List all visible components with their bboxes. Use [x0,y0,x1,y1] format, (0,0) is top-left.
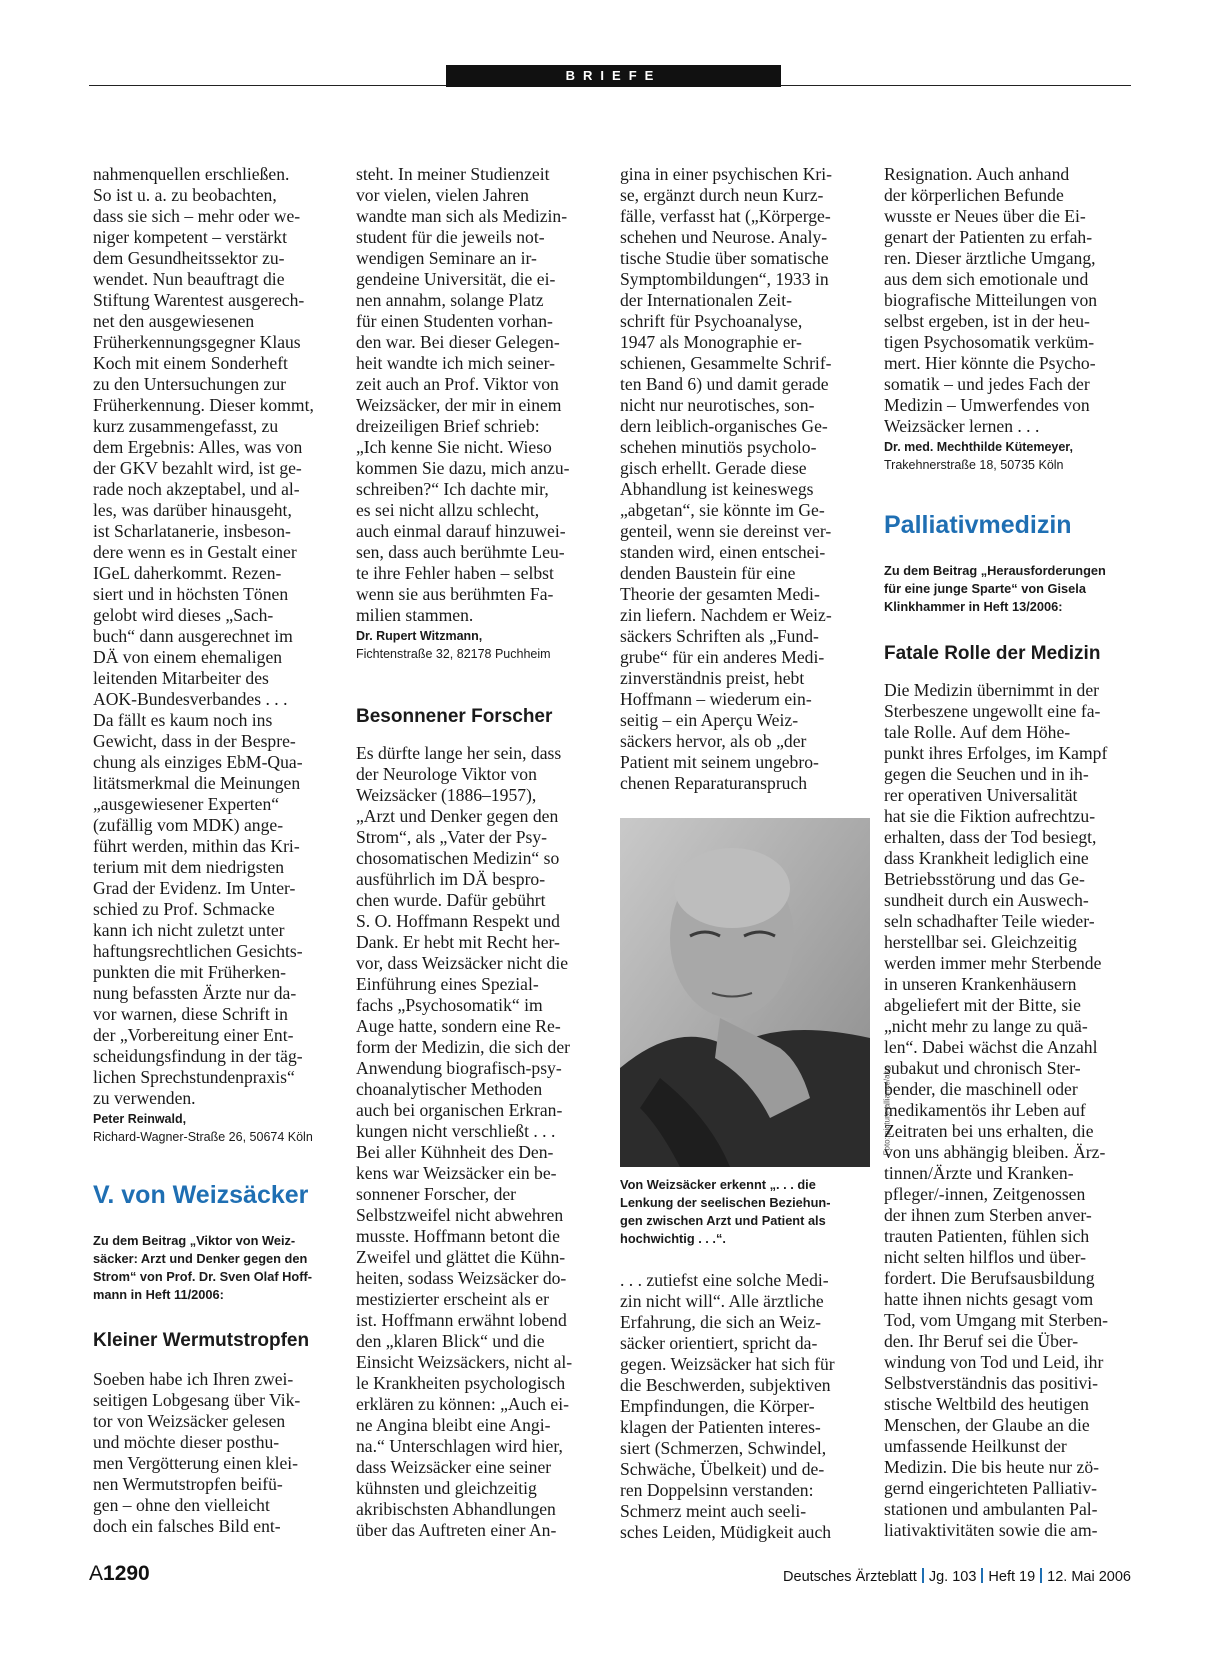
journal-info [783,1568,1131,1585]
letter-text: . . . zutiefst eine solche Medi- zin nicht will“. Alle ärztliche Erfahrung, die sich an Weiz- säcker orientiert, spricht da- gegen. Weizsäcker hat sich für die Beschwerden, subjektiven Empfindungen, die Körper- klagen der Patienten interes- siert (Schmerzen, Schwindel, Schwäche, Übelkeit) und de- ren Doppelsinn verstanden: Schmerz meint auch seeli- sches Leiden, Müdigkeit auch [620,1270,835,1542]
page-number [89,1562,150,1586]
journal-date: 12. Mai 2006 [1047,1569,1131,1585]
letter-address: Trakehnerstraße 18, 50735 Köln [884,458,1064,472]
column-4 [884,164,1141,1541]
letter-author: Dr. med. Mechthilde Kütemeyer, [884,440,1073,454]
journal-name: Deutsches Ärzteblatt [783,1569,917,1585]
letter-author: Peter Reinwald, [93,1112,187,1126]
letter-address: Fichtenstraße 32, 82178 Puchheim [356,647,551,661]
column-1 [93,164,350,1537]
letter-text: Soeben habe ich Ihren zwei- seitigen Lobgesang über Vik- tor von Weizsäcker gelesen und möchte dieser posthu- men Vergötterung einen klei- nen Wermutstropfen beifü- gen – ohne den vielleicht doch ein falsches Bild ent- [93,1369,301,1536]
section-intro: Zu dem Beitrag „Herausforderungen für eine junge Sparte“ von Gisela Klinkhammer in Heft 13/2006: [884,563,1106,614]
column-2 [356,164,613,1541]
letter-headline: Kleiner Wermutstropfen [93,1330,310,1351]
letter-text: nahmenquellen erschließen. So ist u. a. zu beobachten, dass sie sich – mehr oder we- niger kompetent – verstärkt dem Gesundheitssektor zu- wendet. Nun beauftragt die Stiftung Warentest ausgerech- net den ausgewiesenen Früherkennungsgegner Klaus Koch mit einem Sonderheft zu den Untersuchungen zur Früherkennung. Dieser kommt, kurz zusammengefasst, zu dem Ergebnis: Alles, was von der GKV bezahlt wird, ist ge- rade noch akzeptabel, und al- les, was darüber hinausgeht, ist Scharlatanerie, insbeson- dere wenn es in Gestalt einer IGeL daherkommt. Rezen- siert und in höchsten Tönen gelobt wird dieses „Sach- buch“ dann ausgerechnet im DÄ von einem ehemaligen leitenden Mitarbeiter des AOK-Bundesverbandes . . . Da fällt es kaum noch ins Gewicht, dass in der Bespre- chung als einziges EbM-Qua- litätsmerkmal die Meinungen „ausgewiesener Experten“ (zufällig vom MDK) ange- führt werden, mithin das Kri- terium mit dem niedrigsten Grad der Evidenz. Im Unter- schied zu Prof. Schmacke kann ich nicht zuletzt unter haftungsrechtlichen Gesichts- punkten die mit Früherken- nung befassten Ärzte nur da- vor warnen, diese Schrift in der „Vorbereitung einer Ent- scheidungsfindung in der täg- lichen Sprechstundenpraxis“ zu verwenden. [93,164,314,1108]
letter-text: gina in einer psychischen Kri- se, ergänzt durch neun Kurz- fälle, verfasst hat („Körperge- schehen und Neurose. Analy- tische Studie über somatische Symptombildungen“, 1933 in der Internationalen Zeit- schrift für Psychoanalyse, 1947 als Monographie er- schienen, Gesammelte Schrif- ten Band 6) und damit gerade nicht nur neurotisches, son- dern leiblich-organisches Ge- schehen minutiös psycholo- gisch erhellt. Gerade diese Abhandlung ist keineswegs „abgetan“, sie könnte im Ge- genteil, wenn sie dereinst ver- standen wird, einen entschei- denden Baustein für eine Theorie der gesamten Medi- zin liefern. Nachdem er Weiz- säckers Schriften als „Fund- grube“ für ein anderes Medi- zinverständnis preist, hebt Hoffmann – wiederum ein- seitig – ein Aperçu Weiz- säckers hervor, als ob „der Patient mit seinem ungebro- chenen Reparaturanspruch [620,164,833,793]
letter-author: Dr. Rupert Witzmann, [356,629,483,643]
column-3 [620,164,891,1543]
footer-separator [922,1568,924,1583]
letter-text: Es dürfte lange her sein, dass der Neurologe Viktor von Weizsäcker (1886–1957), „Arzt und Denker gegen den Strom“, als „Vater der Psy- chosomatischen Medizin“ so ausführlich im DÄ bespro- chen wurde. Dafür gebührt S. O. Hoffmann Respekt und Dank. Er hebt mit Recht her- vor, dass Weizsäcker nicht die Einführung eines Spezial- fachs „Psychosomatik“ im Auge hatte, sondern eine Re- form der Medizin, die sich der Anwendung biografisch-psy- choanalytischer Methoden auch bei organischen Erkran- kungen nicht verschließt . . . Bei aller Kühnheit des Den- kens war Weizsäcker ein be- sonnener Forscher, der Selbstzweifel nicht abwehren musste. Hoffmann betont die Zweifel und glättet die Kühn- heiten, sodass Weizsäcker do- mestizierter erscheint als er ist. Hoffmann erwähnt lobend den „klaren Blick“ und die Einsicht Weizsäckers, nicht al- le Krankheiten psychologisch erklären zu können: „Auch ei- ne Angina bleibt eine Angi- na.“ Unterschlagen wird hier, dass Weizsäcker eine seiner kühnsten und gleichzeitig akribischsten Abhandlungen über das Auftreten einer An- [356,743,573,1540]
section-title-palliativmedizin: Palliativmedizin [884,511,1072,539]
photo-caption: Von Weizsäcker erkennt „. . . die Lenkung der seelischen Beziehun- gen zwischen Arzt und Patient als hochwichtig . . .“. [620,1177,831,1246]
portrait-photo-frame [620,818,891,1167]
letter-headline: Fatale Rolle der Medizin [884,643,1101,664]
journal-volume: Jg. 103 [928,1569,977,1585]
portrait-photo [620,818,870,1167]
section-title-weizsaecker: V. von Weizsäcker [93,1181,309,1209]
footer-separator [981,1568,983,1583]
section-header: BRIEFE [446,65,781,87]
section-intro: Zu dem Beitrag „Viktor von Weiz- säcker: Arzt und Denker gegen den Strom“ von Prof. Dr. Sven Olaf Hoff- mann in Heft 11/2006: [93,1233,312,1302]
letter-headline: Besonnener Forscher [356,706,553,727]
letter-text: Die Medizin übernimmt in der Sterbeszene ungewollt eine fa- tale Rolle. Auf dem Höhe- punkt ihres Erfolges, im Kampf gegen die Seuchen und in ih- rer operativen Universalität hat sie die Fiktion aufrechtzu- erhalten, dass der Tod besiegt, dass Krankheit lediglich eine Betriebsstörung und das Ge- sundheit durch ein Auswech- seln schadhafter Teile wieder- herstellbar sei. Gleichzeitig werden immer mehr Sterbende in unseren Krankenhäusern abgeliefert mit der Bitte, sie „nicht mehr zu lange zu quä- len“. Dabei wächst die Anzahl subakut und chronisch Ster- bender, die maschinell oder medikamentös ihr Leben auf Zeitraten bei uns erhalten, die von uns abhängig bleiben. Ärz- tinnen/Ärzte und Kranken- pfleger/-innen, Zeitgenossen der ihnen zum Sterben anver- trauten Patienten, fühlen sich nicht selten hilflos und über- fordert. Die Berufsausbildung hatte ihnen nichts gesagt vom Tod, vom Umgang mit Sterben- den. Ihr Beruf sei die Über- windung von Tod und Leid, ihr Selbstverständnis das positivi- stische Weltbild des heutigen Menschen, der Glaube an die umfassende Heilkunst der Medizin. Die bis heute nur zö- gernd eingerichteten Palliativ- stationen und ambulanten Pal- liativaktivitäten sowie die am- [884,680,1109,1540]
page-number-value: 1290 [103,1562,150,1585]
letter-text: steht. In meiner Studienzeit vor vielen, vielen Jahren wandte man sich als Medizin- student für die jeweils not- wendigen Seminare an ir- gendeine Universität, die ei- nen annahm, solange Platz für einen Studenten vorhan- den war. Bei dieser Gelegen- heit wandte ich mich seiner- zeit auch an Prof. Viktor von Weizsäcker, der mir in einem dreizeiligen Brief schrieb: „Ich kenne Sie nicht. Wieso kommen Sie dazu, mich anzu- schreiben?“ Ich dachte mir, es sei nicht allzu schlecht, auch einmal darauf hinzuwei- sen, dass auch berühmte Leu- te ihre Fehler haben – selbst wenn sie aus berühmten Fa- milien stammen. [356,164,570,625]
page-prefix: A [89,1562,104,1585]
journal-issue: Heft 19 [988,1569,1036,1585]
letter-text: Resignation. Auch anhand der körperlichen Befunde wusste er Neues über die Ei- genart der Patienten zu erfah- ren. Dieser ärztliche Umgang, aus dem sich emotionale und biografische Mitteilungen von selbst ergeben, ist in der heu- tigen Psychosomatik verküm- mert. Hier könnte die Psycho- somatik – und jedes Fach der Medizin – Umwerfendes von Weizsäcker lernen . . . [884,164,1098,436]
photo-credit: Foto: picture-alliance/akg [882,1066,891,1156]
footer-separator [1040,1568,1042,1583]
letter-address: Richard-Wagner-Straße 26, 50674 Köln [93,1130,313,1144]
